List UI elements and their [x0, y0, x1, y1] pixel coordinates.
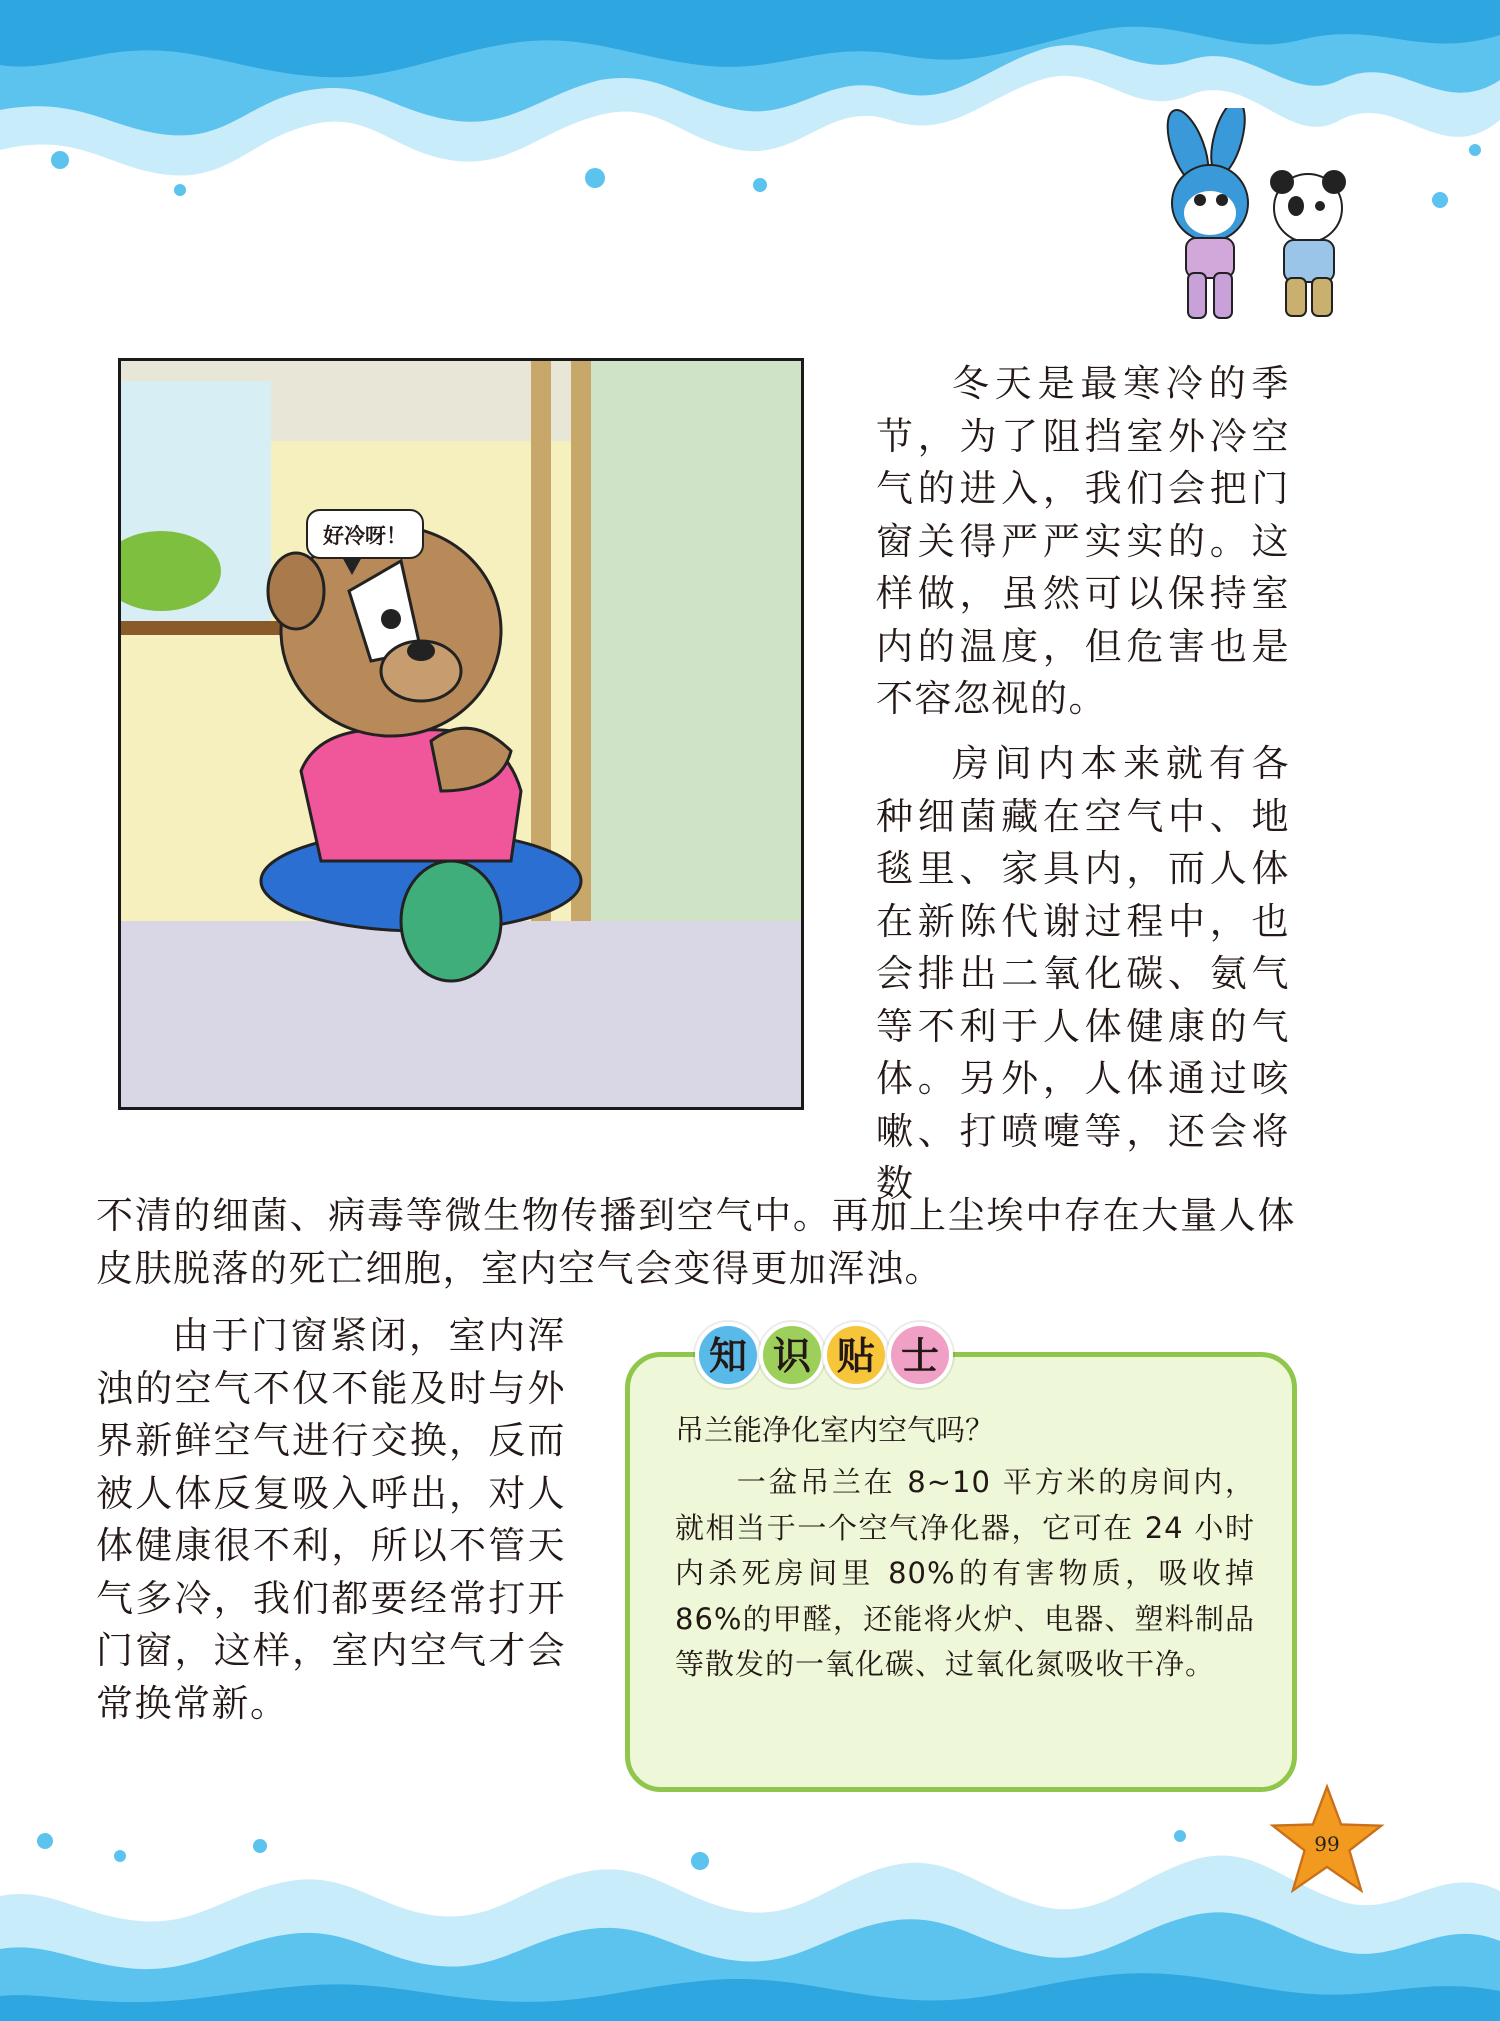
tips-badge-4: 士: [887, 1322, 953, 1388]
cold-bear-illustration: [121, 361, 801, 1107]
comic-illustration: [118, 358, 804, 1110]
speech-bubble: 好冷呀！: [306, 509, 424, 559]
paragraph-winter-intro: 冬天是最寒冷的季节，为了阻挡室外冷空气的进入，我们会把门窗关得严严实实的。这样做，虽然可以保持室内的温度，但危害也是不容忽视的。: [876, 362, 1290, 720]
tips-badge-3: 贴: [823, 1322, 889, 1388]
tips-badge-1: 知: [695, 1322, 761, 1388]
mascot-characters-illustration: [1118, 108, 1418, 328]
page-number: 99: [1314, 1832, 1340, 1856]
tips-answer-text: 一盆吊兰在 8~10 平方米的房间内，就相当于一个空气净化器，它可在 24 小时内杀死房间里 80%的有害物质，吸收掉 86%的甲醛，还能将火炉、电器、塑料制品等散发的一氧化碳、过氧化氮吸收干净。: [675, 1465, 1255, 1681]
tips-question: 吊兰能净化室内空气吗？: [675, 1413, 995, 1447]
paragraph-dust-cells: 不清的细菌、病毒等微生物传播到空气中。再加上尘埃中存在大量人体皮肤脱落的死亡细胞，室内空气会变得更加浑浊。: [96, 1194, 1296, 1290]
paragraph-open-windows: 由于门窗紧闭，室内浑浊的空气不仅不能及时与外界新鲜空气进行交换，反而被人体反复吸入呼出，对人体健康很不利，所以不管天气多冷，我们都要经常打开门窗，这样，室内空气才会常换常新。: [96, 1314, 566, 1725]
tips-answer: [675, 1460, 1255, 1688]
paragraph-bacteria-sources: 房间内本来就有各种细菌藏在空气中、地毯里、家具内，而人体在新陈代谢过程中，也会排出二氧化碳、氨气等不利于人体健康的气体。另外，人体通过咳嗽、打喷嚏等，还会将数: [876, 742, 1290, 1205]
tips-badge-2: 识: [759, 1322, 825, 1388]
